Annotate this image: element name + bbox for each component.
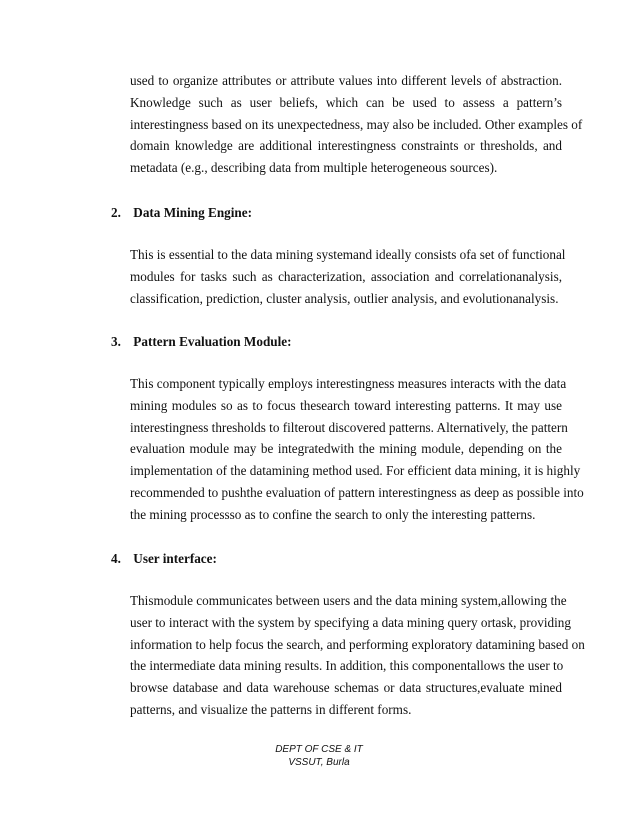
paragraph-line: user to interact with the system by specifying a data mining query ortask, providing [130, 614, 571, 630]
section-number: 2. [111, 205, 121, 220]
paragraph-line: used to organize attributes or attribute values into different levels of abstraction. [130, 73, 562, 88]
paragraph-line: evaluation module may be integratedwith the mining module, depending on the [130, 441, 562, 457]
footer-department: DEPT OF CSE & IT [275, 744, 363, 755]
paragraph-line: browse database and data warehouse schemas or data structures,evaluate mined [130, 680, 562, 696]
paragraph-line: interestingness based on its unexpectedness, may also be included. Other examples of [130, 116, 583, 132]
paragraph-line: modules for tasks such as characterization, association and correlationanalysis, [130, 268, 562, 284]
section-number: 4. [111, 551, 121, 566]
paragraph-line: implementation of the datamining method used. For efficient data mining, it is highly [130, 463, 581, 479]
section-paragraph-user-interface [130, 590, 585, 721]
section-heading-user-interface [111, 550, 217, 568]
footer-institution: VSSUT, Burla [288, 757, 350, 768]
paragraph-line: domain knowledge are additional interestingness constraints or thresholds, and [130, 138, 562, 154]
section-title: Pattern Evaluation Module: [133, 334, 292, 349]
paragraph-line: classification, prediction, cluster analysis, outlier analysis, and evolutionanalysis. [130, 290, 559, 306]
paragraph-line: interestingness thresholds to filterout discovered patterns. Alternatively, the pattern [130, 419, 568, 435]
paragraph-line: Thismodule communicates between users and the data mining system,allowing the [130, 593, 567, 608]
paragraph-line: the mining processso as to confine the search to only the interesting patterns. [130, 506, 536, 522]
page-footer [0, 743, 638, 769]
paragraph-line: This is essential to the data mining systemand ideally consists ofa set of functional [130, 247, 566, 262]
paragraph-line: mining modules so as to focus thesearch toward interesting patterns. It may use [130, 397, 562, 413]
section-paragraph-pattern-evaluation [130, 373, 584, 526]
paragraph-line: the intermediate data mining results. In addition, this componentallows the user to [130, 658, 564, 674]
intro-paragraph [130, 70, 583, 179]
section-title: User interface: [133, 551, 217, 566]
section-paragraph-data-mining-engine [130, 244, 566, 309]
paragraph-line: metadata (e.g., describing data from multiple heterogeneous sources). [130, 160, 498, 176]
section-number: 3. [111, 334, 121, 349]
section-heading-pattern-evaluation [111, 333, 292, 351]
paragraph-line: patterns, and visualize the patterns in different forms. [130, 701, 412, 717]
paragraph-line: This component typically employs interestingness measures interacts with the data [130, 376, 567, 391]
section-heading-data-mining-engine [111, 204, 252, 222]
paragraph-line: recommended to pushthe evaluation of pattern interestingness as deep as possible into [130, 484, 584, 500]
paragraph-line: Knowledge such as user beliefs, which can be used to assess a pattern’s [130, 94, 562, 110]
section-title: Data Mining Engine: [133, 205, 252, 220]
paragraph-line: information to help focus the search, and performing exploratory datamining based on [130, 636, 585, 652]
